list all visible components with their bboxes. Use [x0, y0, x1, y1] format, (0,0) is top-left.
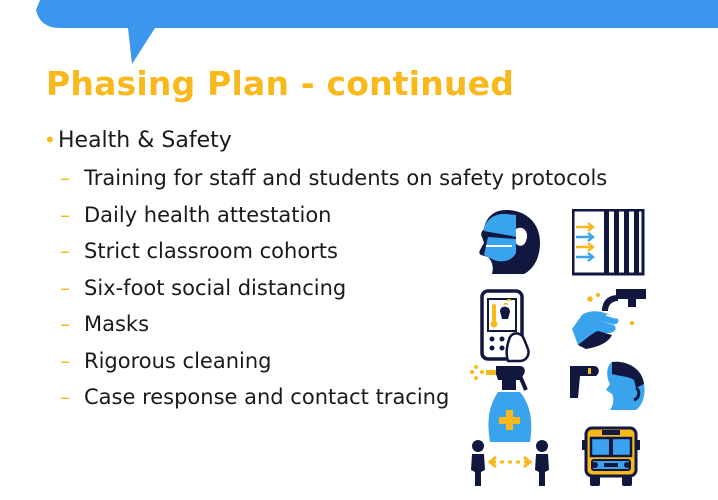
- dash-marker: –: [60, 275, 70, 300]
- temperature-check-icon: [566, 360, 650, 412]
- phone-health-screening-icon: [480, 289, 538, 363]
- dash-marker: –: [60, 202, 70, 227]
- sub-bullet-label: Six-foot social distancing: [84, 275, 347, 300]
- dash-marker: –: [60, 166, 70, 191]
- dash-marker: –: [60, 348, 70, 373]
- bullet-label: Health & Safety: [58, 127, 232, 153]
- dash-marker: –: [60, 312, 70, 337]
- sub-bullet-label: Masks: [84, 312, 150, 337]
- sub-bullet-label: Training for staff and students on safety protocols: [84, 166, 608, 191]
- handwashing-icon: [568, 287, 652, 351]
- social-distancing-icon: [470, 438, 550, 488]
- dash-marker: –: [60, 239, 70, 264]
- masked-person-icon: [474, 207, 544, 277]
- sub-bullet-label: Case response and contact tracing: [84, 385, 450, 410]
- sub-bullet-label: Daily health attestation: [84, 202, 332, 227]
- sub-bullet-label: Strict classroom cohorts: [84, 239, 338, 264]
- sub-bullet-item: [44, 160, 607, 197]
- slide-title: Phasing Plan - continued: [46, 64, 515, 103]
- air-filter-icon: [572, 209, 648, 277]
- bullet-main-row: [44, 124, 607, 156]
- disinfectant-spray-icon: [468, 362, 550, 444]
- dash-marker: –: [60, 385, 70, 410]
- sub-bullet-label: Rigorous cleaning: [84, 348, 272, 373]
- school-bus-icon: [582, 426, 640, 488]
- bullet-marker: •: [44, 128, 56, 152]
